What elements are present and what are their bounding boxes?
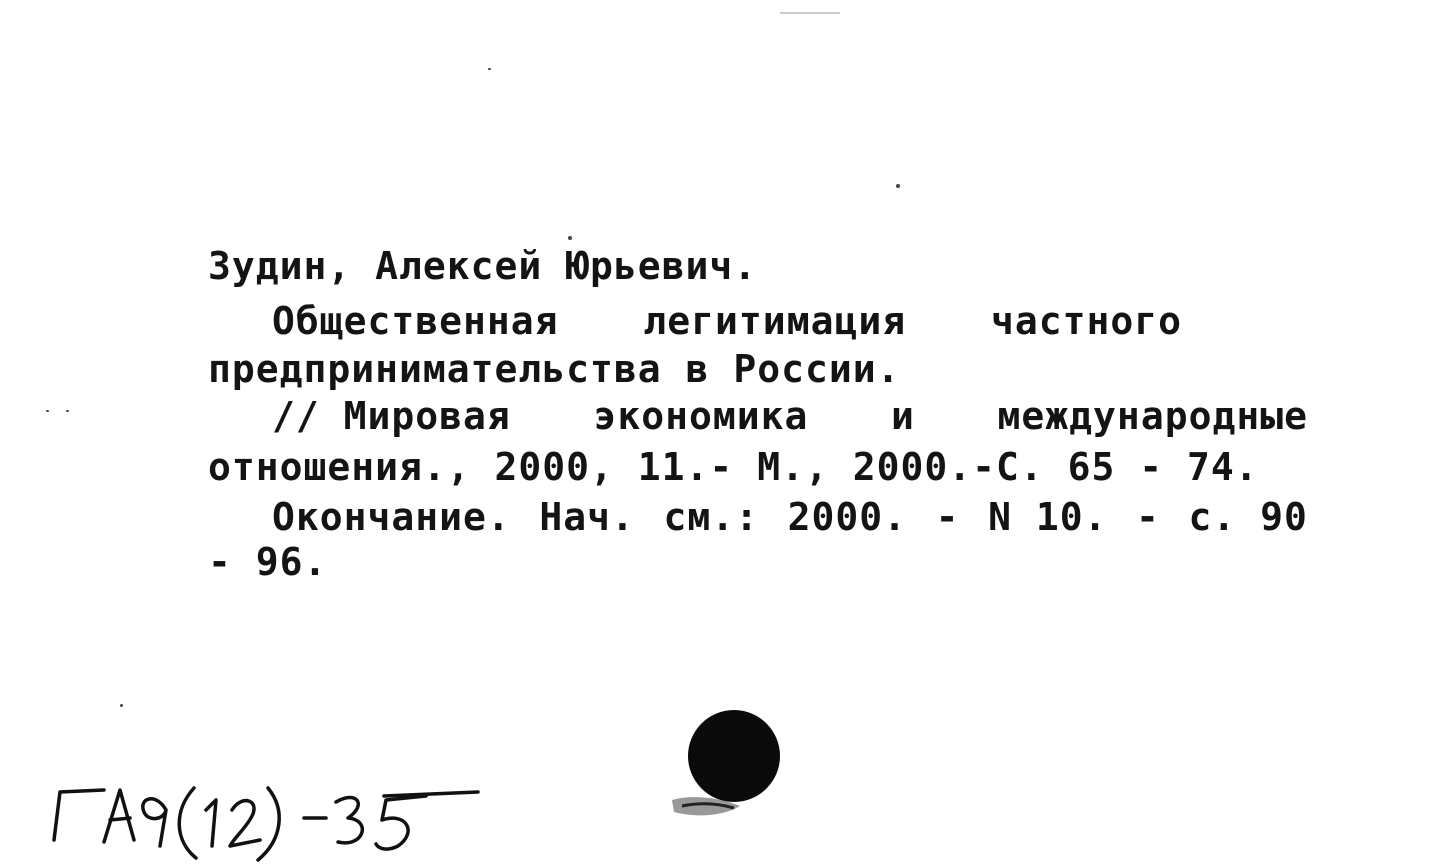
note-word: Окончание. <box>272 495 511 539</box>
note-word: 2000. <box>787 495 907 539</box>
source-word: // Мировая <box>272 394 511 438</box>
title-word: легитимация <box>643 299 907 343</box>
author-heading: Зудин, Алексей Юрьевич. <box>208 244 758 288</box>
source-word: международные <box>997 394 1308 438</box>
title-word: частного <box>990 299 1182 343</box>
scan-speck <box>46 410 49 412</box>
source-line-2: отношения., 2000, 11.- М., 2000.-С. 65 - 74. <box>208 445 1259 489</box>
note-word: Нач. <box>539 495 635 539</box>
note-word: см.: <box>663 495 759 539</box>
title-line-1 <box>272 299 1182 343</box>
title-word: Общественная <box>272 299 559 343</box>
scan-speck <box>896 184 900 188</box>
source-line-1 <box>272 394 1308 438</box>
source-word: экономика <box>593 394 809 438</box>
note-word: - <box>935 495 960 539</box>
note-word: - <box>1136 495 1160 539</box>
scan-speck <box>780 12 840 14</box>
scan-speck <box>488 68 491 70</box>
note-word: с. 90 <box>1188 495 1308 539</box>
scan-speck <box>568 236 572 240</box>
title-line-2: предпринимательства в России. <box>208 347 901 391</box>
scan-speck <box>66 410 69 412</box>
scan-speck <box>120 704 123 707</box>
note-word: N 10. <box>988 495 1108 539</box>
handwritten-shelfmark <box>46 780 486 864</box>
note-line-1 <box>272 495 1308 539</box>
punch-smudge <box>662 786 752 826</box>
source-word: и <box>891 394 915 438</box>
note-line-2: - 96. <box>208 540 328 584</box>
